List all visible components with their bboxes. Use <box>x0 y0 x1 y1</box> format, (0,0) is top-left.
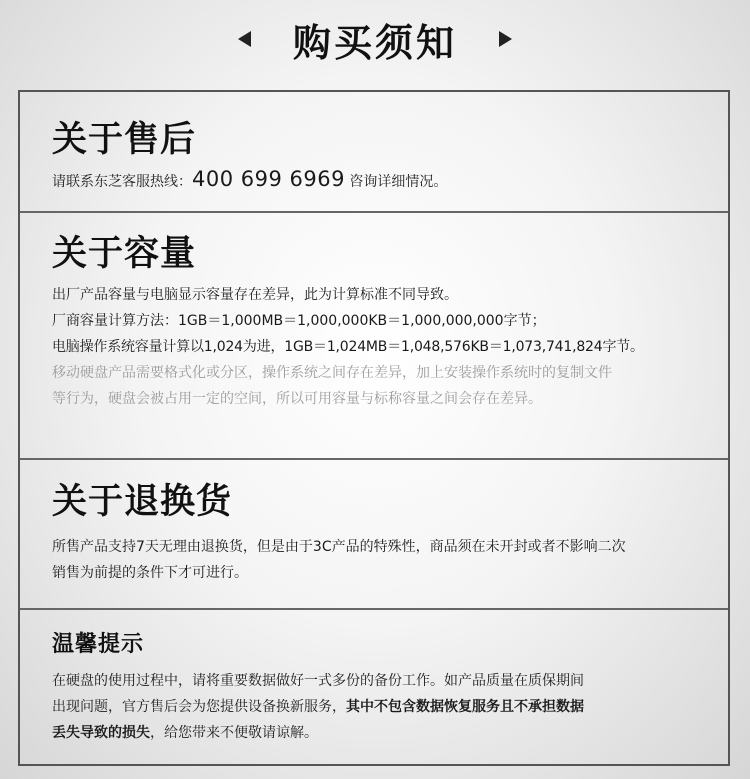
capacity-line-1: 出厂产品容量与电脑显示容量存在差异，此为计算标准不同导致。 <box>52 287 458 303</box>
capacity-title: 关于容量 <box>52 234 197 274</box>
divider <box>20 211 728 213</box>
divider <box>20 608 728 610</box>
capacity-note-line-2: 等行为，硬盘会被占用一定的空间，所以可用容量与标称容量之间会存在差异。 <box>52 391 542 407</box>
after-sales-suffix: 咨询详细情况。 <box>349 174 448 190</box>
returns-section <box>20 480 728 586</box>
tips-section <box>20 630 728 746</box>
capacity-line-3: 电脑操作系统容量计算以1,024为进，1GB＝1,024MB＝1,048,576KB＝1,073,741,824字节。 <box>52 339 644 355</box>
tips-line-2-plain: 出现问题，官方售后会为您提供设备换新服务， <box>52 699 346 715</box>
capacity-line-2: 厂商容量计算方法：1GB＝1,000MB＝1,000,000KB＝1,000,000,000字节； <box>52 313 546 329</box>
capacity-note-line-1: 移动硬盘产品需要格式化或分区，操作系统之间存在差异，加上安装操作系统时的复制文件 <box>52 365 612 381</box>
tips-line-2 <box>52 694 714 720</box>
capacity-section <box>20 232 728 412</box>
tips-line-2-bold: 其中不包含数据恢复服务且不承担数据 <box>346 699 584 715</box>
after-sales-text <box>52 166 714 195</box>
after-sales-section <box>20 118 728 195</box>
triangle-left-icon <box>238 31 251 47</box>
tips-line-3-plain: ，给您带来不便敬请谅解。 <box>150 725 318 741</box>
tips-line-3-bold: 丢失导致的损失 <box>52 725 150 741</box>
returns-title: 关于退换货 <box>52 482 233 522</box>
hotline-number: 400 699 6969 <box>192 167 345 191</box>
returns-line-2: 销售为前提的条件下才可进行。 <box>52 565 248 581</box>
tips-line-1: 在硬盘的使用过程中，请将重要数据做好一式多份的备份工作。如产品质量在质保期间 <box>52 673 584 689</box>
page-header <box>0 0 750 78</box>
tips-line-3 <box>52 720 714 746</box>
after-sales-prefix: 请联系东芝客服热线： <box>52 174 192 190</box>
tips-title: 温馨提示 <box>52 632 145 657</box>
after-sales-title: 关于售后 <box>52 120 197 160</box>
page-title: 购买须知 <box>292 20 457 65</box>
divider <box>20 458 728 460</box>
triangle-right-icon <box>499 31 512 47</box>
returns-line-1: 所售产品支持7天无理由退换货，但是由于3C产品的特殊性，商品须在未开封或者不影响二次 <box>52 539 626 555</box>
notice-box <box>18 90 730 766</box>
